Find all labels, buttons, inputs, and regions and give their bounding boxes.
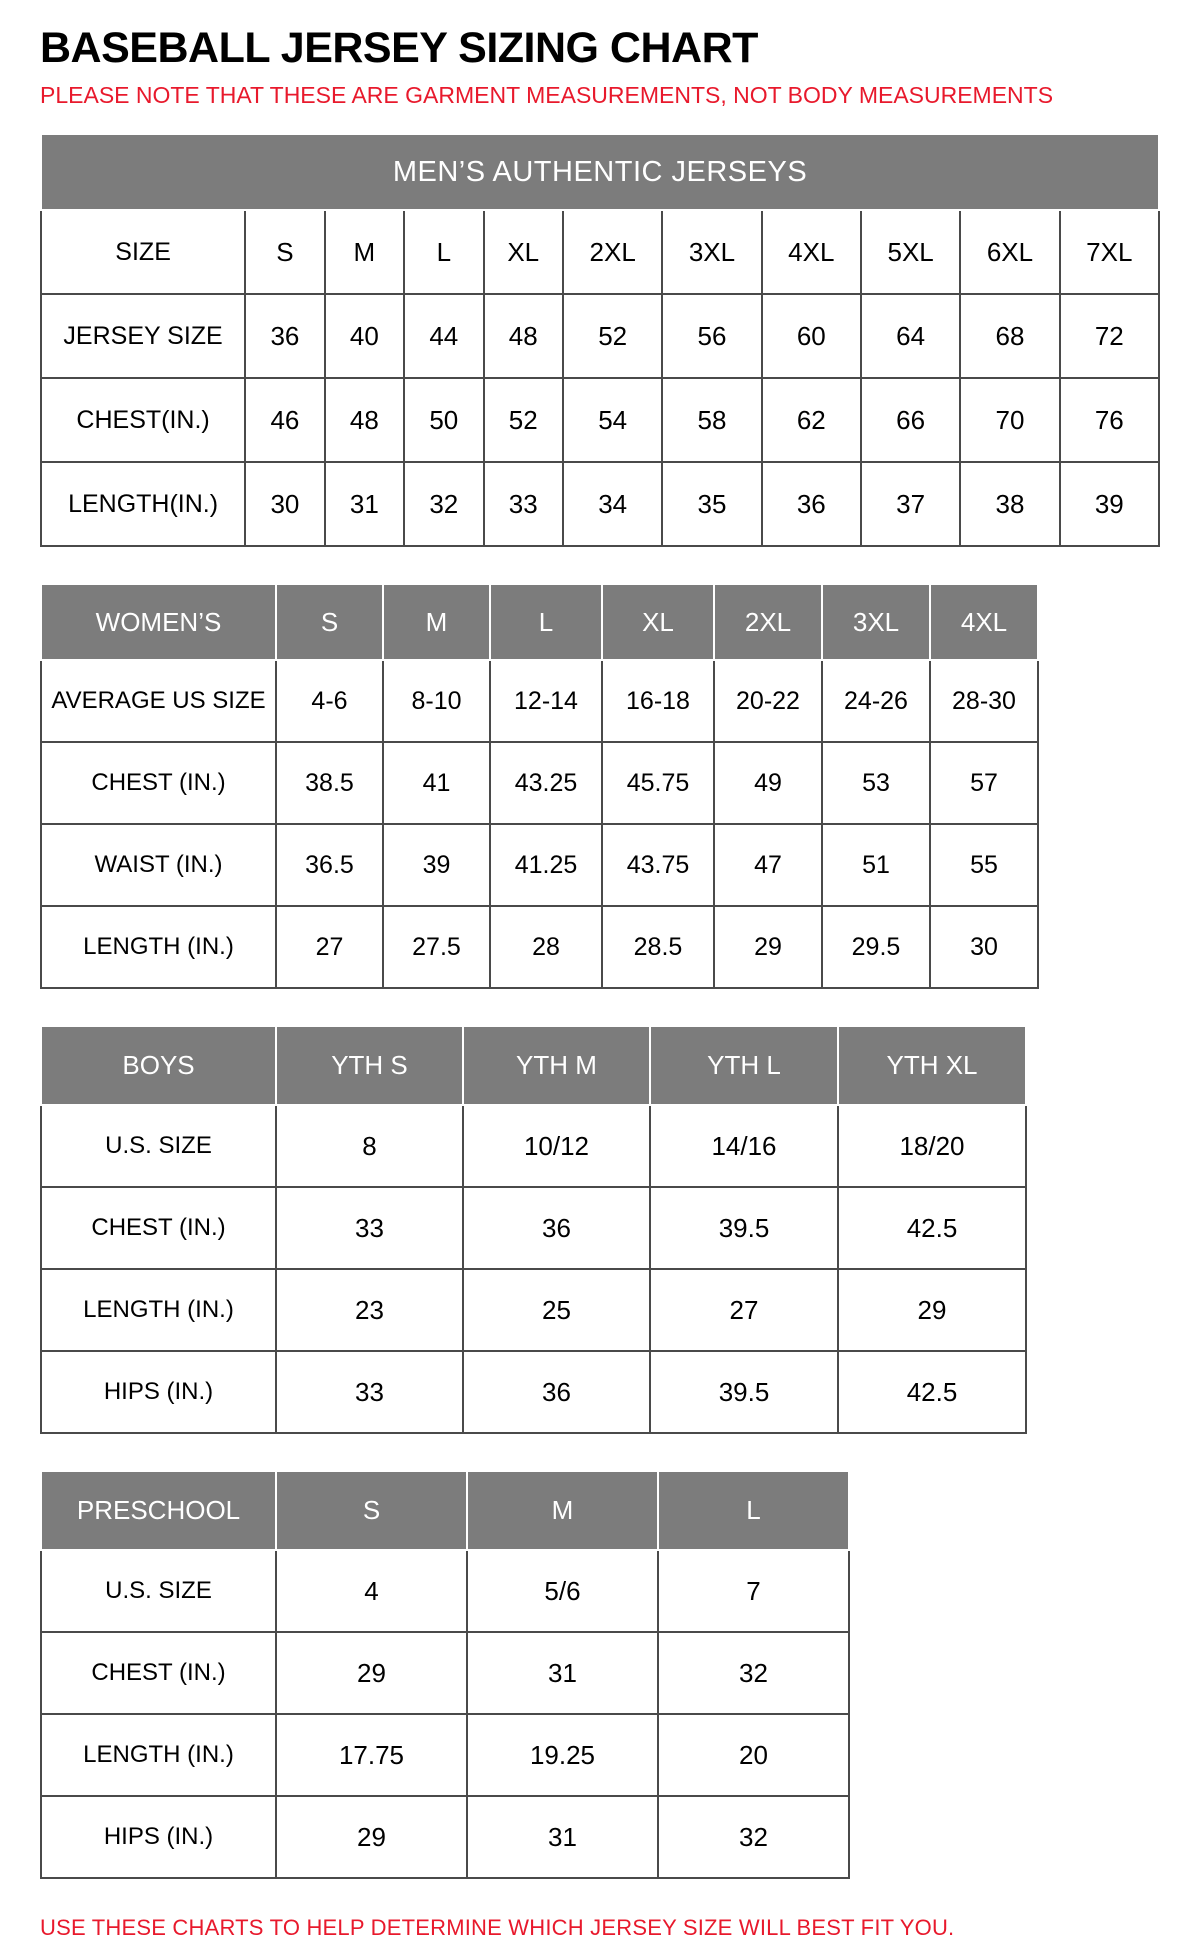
cell: 72	[1060, 294, 1159, 378]
cell: 37	[861, 462, 960, 546]
cell: 20-22	[714, 660, 822, 742]
cell: 51	[822, 824, 930, 906]
cell: 7XL	[1060, 210, 1159, 294]
preschool-header-label: PRESCHOOL	[41, 1471, 276, 1550]
cell: 38	[960, 462, 1059, 546]
cell: 66	[861, 378, 960, 462]
cell: L	[404, 210, 483, 294]
cell: 28-30	[930, 660, 1038, 742]
cell: 25	[463, 1269, 650, 1351]
page-title: BASEBALL JERSEY SIZING CHART	[40, 24, 758, 72]
cell: 5XL	[861, 210, 960, 294]
row-label: CHEST(IN.)	[41, 378, 245, 462]
cell: 27.5	[383, 906, 490, 988]
cell: 48	[484, 294, 563, 378]
cell: 38.5	[276, 742, 383, 824]
cell: 56	[662, 294, 761, 378]
cell: 40	[325, 294, 404, 378]
cell: 68	[960, 294, 1059, 378]
cell: 4-6	[276, 660, 383, 742]
cell: 30	[930, 906, 1038, 988]
column-header: S	[276, 1471, 467, 1550]
table-row	[41, 1714, 849, 1796]
row-label: LENGTH(IN.)	[41, 462, 245, 546]
cell: 42.5	[838, 1351, 1026, 1433]
cell: 54	[563, 378, 662, 462]
table-row	[41, 1796, 849, 1878]
cell: 36.5	[276, 824, 383, 906]
column-header: L	[490, 584, 602, 660]
cell: 41	[383, 742, 490, 824]
preschool-header-row	[41, 1471, 849, 1550]
cell: 70	[960, 378, 1059, 462]
table-row	[41, 660, 1038, 742]
cell: 39	[383, 824, 490, 906]
cell: 43.75	[602, 824, 714, 906]
cell: 29	[838, 1269, 1026, 1351]
cell: 29	[714, 906, 822, 988]
womens-sizing-table	[40, 583, 1039, 989]
table-row	[41, 294, 1159, 378]
boys-sizing-table	[40, 1025, 1027, 1434]
cell: 28	[490, 906, 602, 988]
mens-sizing-table	[40, 133, 1160, 547]
cell: 27	[650, 1269, 838, 1351]
table-row	[41, 1269, 1026, 1351]
cell: 33	[276, 1351, 463, 1433]
cell: 39	[1060, 462, 1159, 546]
column-header: S	[276, 584, 383, 660]
measurement-note: PLEASE NOTE THAT THESE ARE GARMENT MEASUREMENTS, NOT BODY MEASUREMENTS	[40, 82, 1054, 109]
cell: 6XL	[960, 210, 1059, 294]
cell: 44	[404, 294, 483, 378]
row-label: LENGTH (IN.)	[41, 1714, 276, 1796]
cell: 58	[662, 378, 761, 462]
row-label: WAIST (IN.)	[41, 824, 276, 906]
cell: 17.75	[276, 1714, 467, 1796]
cell: 31	[467, 1632, 658, 1714]
table-row	[41, 906, 1038, 988]
cell: 32	[658, 1796, 849, 1878]
womens-header-row	[41, 584, 1038, 660]
row-label: U.S. SIZE	[41, 1105, 276, 1187]
cell: 16-18	[602, 660, 714, 742]
column-header: YTH XL	[838, 1026, 1026, 1105]
cell: 34	[563, 462, 662, 546]
cell: 46	[245, 378, 324, 462]
mens-header-band	[41, 134, 1159, 210]
cell: 32	[404, 462, 483, 546]
table-row	[41, 824, 1038, 906]
cell: 30	[245, 462, 324, 546]
table-row	[41, 462, 1159, 546]
row-label: LENGTH (IN.)	[41, 1269, 276, 1351]
row-label: LENGTH (IN.)	[41, 906, 276, 988]
boys-header-row	[41, 1026, 1026, 1105]
cell: 52	[563, 294, 662, 378]
cell: 48	[325, 378, 404, 462]
row-label: CHEST (IN.)	[41, 742, 276, 824]
cell: 47	[714, 824, 822, 906]
cell: 49	[714, 742, 822, 824]
table-row	[41, 1187, 1026, 1269]
cell: M	[325, 210, 404, 294]
cell: 43.25	[490, 742, 602, 824]
column-header: M	[467, 1471, 658, 1550]
cell: XL	[484, 210, 563, 294]
cell: 64	[861, 294, 960, 378]
cell: 36	[762, 462, 861, 546]
cell: 50	[404, 378, 483, 462]
cell: 62	[762, 378, 861, 462]
cell: 8-10	[383, 660, 490, 742]
column-header: M	[383, 584, 490, 660]
cell: 27	[276, 906, 383, 988]
column-header: YTH S	[276, 1026, 463, 1105]
cell: 36	[245, 294, 324, 378]
cell: 12-14	[490, 660, 602, 742]
cell: 42.5	[838, 1187, 1026, 1269]
cell: 18/20	[838, 1105, 1026, 1187]
cell: 10/12	[463, 1105, 650, 1187]
cell: 4	[276, 1550, 467, 1632]
table-row	[41, 1632, 849, 1714]
cell: S	[245, 210, 324, 294]
cell: 35	[662, 462, 761, 546]
cell: 31	[325, 462, 404, 546]
row-label: AVERAGE US SIZE	[41, 660, 276, 742]
row-label: HIPS (IN.)	[41, 1351, 276, 1433]
cell: 45.75	[602, 742, 714, 824]
column-header: YTH L	[650, 1026, 838, 1105]
column-header: 3XL	[822, 584, 930, 660]
row-label: SIZE	[41, 210, 245, 294]
cell: 8	[276, 1105, 463, 1187]
preschool-sizing-table	[40, 1470, 850, 1879]
cell: 36	[463, 1351, 650, 1433]
cell: 57	[930, 742, 1038, 824]
cell: 60	[762, 294, 861, 378]
row-label: JERSEY SIZE	[41, 294, 245, 378]
cell: 28.5	[602, 906, 714, 988]
footer-note: USE THESE CHARTS TO HELP DETERMINE WHICH JERSEY SIZE WILL BEST FIT YOU.	[40, 1915, 955, 1941]
cell: 29.5	[822, 906, 930, 988]
table-row	[41, 378, 1159, 462]
cell: 24-26	[822, 660, 930, 742]
table-row	[41, 1351, 1026, 1433]
column-header: YTH M	[463, 1026, 650, 1105]
cell: 19.25	[467, 1714, 658, 1796]
table-row	[41, 1550, 849, 1632]
cell: 41.25	[490, 824, 602, 906]
mens-band-label: MEN’S AUTHENTIC JERSEYS	[41, 134, 1159, 210]
cell: 29	[276, 1796, 467, 1878]
womens-header-label: WOMEN’S	[41, 584, 276, 660]
cell: 5/6	[467, 1550, 658, 1632]
cell: 53	[822, 742, 930, 824]
row-label: CHEST (IN.)	[41, 1632, 276, 1714]
cell: 39.5	[650, 1351, 838, 1433]
cell: 20	[658, 1714, 849, 1796]
cell: 2XL	[563, 210, 662, 294]
column-header: XL	[602, 584, 714, 660]
boys-header-label: BOYS	[41, 1026, 276, 1105]
cell: 33	[276, 1187, 463, 1269]
cell: 3XL	[662, 210, 761, 294]
cell: 52	[484, 378, 563, 462]
column-header: L	[658, 1471, 849, 1550]
row-label: U.S. SIZE	[41, 1550, 276, 1632]
cell: 31	[467, 1796, 658, 1878]
table-row	[41, 742, 1038, 824]
cell: 4XL	[762, 210, 861, 294]
table-row	[41, 210, 1159, 294]
column-header: 2XL	[714, 584, 822, 660]
cell: 14/16	[650, 1105, 838, 1187]
cell: 55	[930, 824, 1038, 906]
cell: 33	[484, 462, 563, 546]
row-label: CHEST (IN.)	[41, 1187, 276, 1269]
row-label: HIPS (IN.)	[41, 1796, 276, 1878]
table-row	[41, 1105, 1026, 1187]
cell: 32	[658, 1632, 849, 1714]
cell: 29	[276, 1632, 467, 1714]
cell: 7	[658, 1550, 849, 1632]
cell: 36	[463, 1187, 650, 1269]
cell: 39.5	[650, 1187, 838, 1269]
cell: 23	[276, 1269, 463, 1351]
cell: 76	[1060, 378, 1159, 462]
column-header: 4XL	[930, 584, 1038, 660]
